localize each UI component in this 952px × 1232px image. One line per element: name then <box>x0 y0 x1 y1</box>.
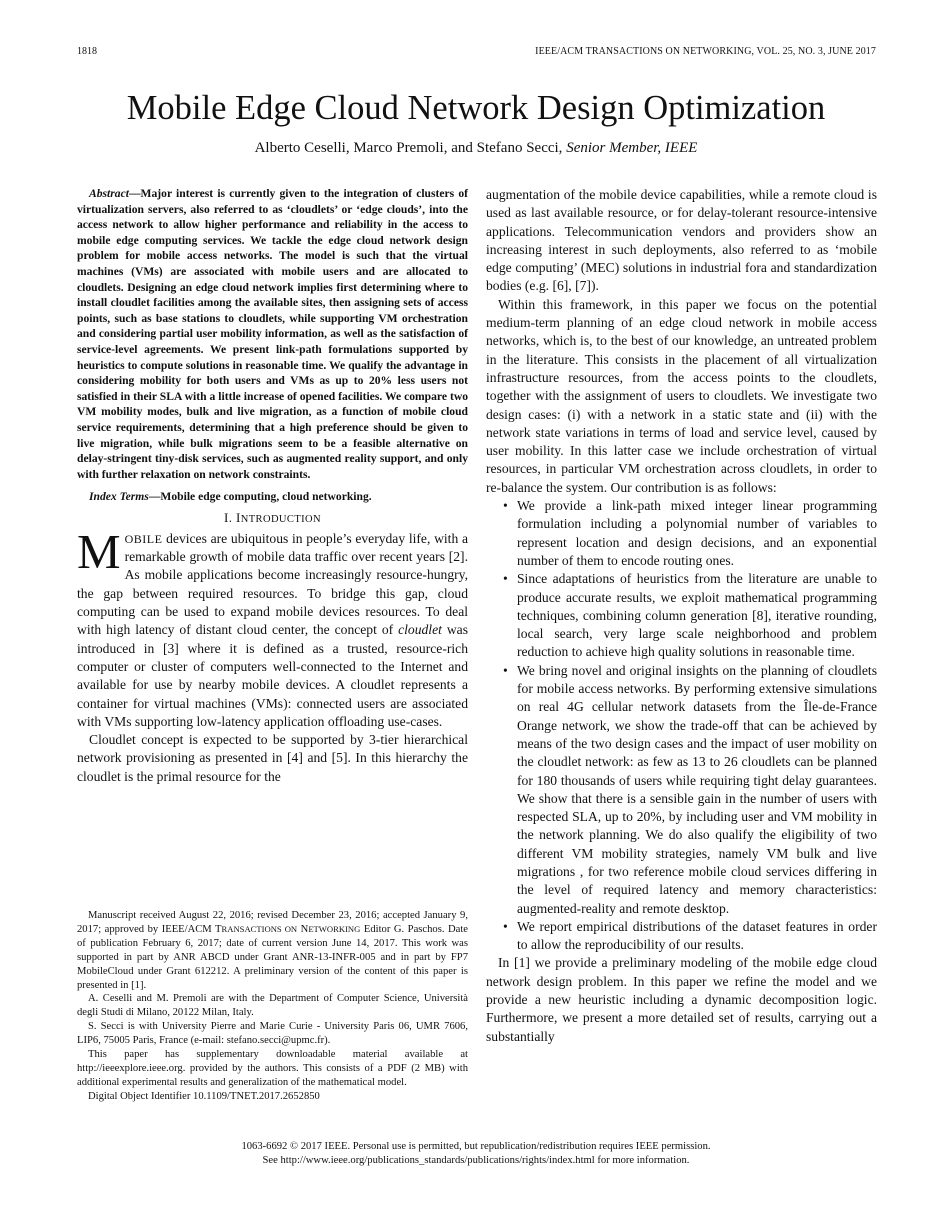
index-terms-lead: Index Terms <box>89 490 149 504</box>
bullet-icon: • <box>503 571 508 587</box>
journal-header: IEEE/ACM TRANSACTIONS ON NETWORKING, VOL. 25, NO. 3, JUNE 2017 <box>535 46 876 57</box>
bullet-icon: • <box>503 498 508 514</box>
intro-paragraph-1 <box>77 523 468 731</box>
list-item <box>486 918 877 955</box>
abstract: Abstract—Major interest is currently given to the integration of clusters of virtualization servers, also referred to as ‘cloudlets’ or ‘edge clouds’, into the access network to allow higher performance and reliability in the access to mobile edge computing services. We tackle the edge cloud network design problem for mobile access networks. The model is such that the virtual machines (VMs) are associated with mobile users and are allocated to cloudlets. Designing an edge cloud network implies first determining where to install cloudlet facilities among the available sites, then assigning sets of access points, such as base stations to cloudlets, while supporting VM orchestration and considering partial user mobility information, as well as the satisfaction of service-level agreements. We present link-path formulations supported by heuristics to compute solutions in reasonable time. We qualify the advantage in considering mobility for both users and VMs as up to 20% less users not satisfied in their SLA with a little increase of opened facilities. We compare two VM mobility modes, bulk and live migration, as a function of mobile cloud service requirements, determining that a high preference should be given to live migration, while bulk migrations seem to be a feasible alternative on delay-stringent tiny-disk services, such as augmented reality support, and only with further relaxation on network constraints. <box>77 187 468 481</box>
list-item <box>486 497 877 570</box>
footnote-smallcaps: RANSACTIONS ON <box>221 923 298 934</box>
dropcap-rest: OBILE <box>124 531 163 546</box>
section-title-rest: NTRODUCTION <box>240 513 321 525</box>
bullet-icon: • <box>503 662 508 678</box>
footnote-text: Editor G. Paschos. Date of publication February 6, 2017; date of current version June 14, 2017. This work was supported in part by ANR ABCD under Grant ANR-13-INFR-005 and in part by FP7 MobileCloud under Grant 612212. A preliminary version of the content of this paper is presented in [1]. <box>77 923 468 991</box>
footnotes <box>77 909 468 1104</box>
footnote-doi: Digital Object Identifier 10.1109/TNET.2017.2652850 <box>88 1090 320 1102</box>
index-terms: Index Terms—Mobile edge computing, cloud networking. <box>89 490 372 504</box>
copyright-footer <box>0 1140 952 1168</box>
rights-link-line: See http://www.ieee.org/publications_standards/publications/rights/index.html for more information. <box>262 1155 690 1166</box>
author-names: Alberto Ceselli, Marco Premoli, and Stefano Secci, <box>254 140 563 156</box>
author-role: Senior Member, IEEE <box>566 140 698 156</box>
list-item-text: Since adaptations of heuristics from the literature are unable to produce accurate results, we exploit mathematical programming techniques, combining column generation [8], iterative rounding, local search, very large scale neighborhood and problem reduction to achieve high quality solutions in reasonable time. <box>517 571 877 660</box>
list-item-text: We report empirical distributions of the dataset features in order to allow the reproducibility of our results. <box>517 918 877 953</box>
intro-p1-text: devices are ubiquitous in people’s everyday life, with a remarkable growth of mobile data traffic over recent years [2]. As mobile applications become increasingly resource-hungry, the gap between required resources. To bridge this gap, cloud computing can be used to expand mobile devices resources. To deal with high latency of distant cloud center, the concept of <box>77 530 468 638</box>
copyright-line: 1063-6692 © 2017 IEEE. Personal use is permitted, but republication/redistribution requires IEEE permission. <box>241 1141 711 1152</box>
list-item-text: We provide a link-path mixed integer linear programming formulation including a polynomial number of variables to represent location and design decisions, and an exponential number of them to encode routing ones. <box>517 498 877 568</box>
intro-p1-emphasis: cloudlet <box>398 622 442 638</box>
dropcap: M <box>77 523 121 579</box>
intro-paragraph-2: Cloudlet concept is expected to be supported by 3-tier hierarchical network provisioning as presented in [4] and [5]. In this hierarchy the cloudlet is the primal resource for the <box>77 732 468 784</box>
right-paragraph-1: Within this framework, in this paper we focus on the potential medium-term planning of an edge cloud network in mobile access networks, which is, to the best of our knowledge, an untreated problem in the literature. This consists in the placement of all virtualization infrastructure resources, from the access points to the cloudlets, together with the assignment of users to cloudlets. We investigate two design cases: (i) with a network in a static state and (ii) with the network state variations in terms of load and service level, caused by user mobility. In this latter case we include orchestration of virtual resources, in particular VM orchestration across cloudlets, in order to re-balance the system. Our contribution is as follows: <box>486 296 877 495</box>
footnote-smallcaps: ETWORKING <box>308 923 361 934</box>
paper-title: Mobile Edge Cloud Network Design Optimization <box>126 89 826 127</box>
footnote-text: N <box>297 923 309 935</box>
page-number: 1818 <box>77 46 97 57</box>
right-paragraph-0: augmentation of the mobile device capabilities, while a remote cloud is used as last available resource, or for delay-tolerant resource-intensive applications. Telecommunication vendors and providers show an increasing interest in such deployments, also referred to as ‘mobile edge computing’ (MEC) solutions in industrial fora and standardization bodies (e.g. [6], [7]). <box>486 187 877 294</box>
intro-p1-tail: was introduced in [3] where it is defined as a trusted, resource-rich computer or cluster of computers well-connected to the Internet and available for use by nearby mobile devices. A cloudlet represents a container for virtual machines (VMs): connected users are associated with VMs supporting low-latency application offloading use-cases. <box>77 622 468 729</box>
right-paragraph-2: In [1] we provide a preliminary modeling of the mobile edge cloud network design problem. In this paper we refine the model and we provide a new heuristic including a dynamic decomposition logic. Furthermore, we present a more detailed set of results, carrying out a substantially <box>486 955 877 1044</box>
left-column <box>77 186 468 786</box>
abstract-lead: Abstract <box>89 187 129 200</box>
abstract-text: Major interest is currently given to the integration of clusters of virtualization servers, also referred to as ‘cloudlets’ or ‘edge clouds’, into the access network to allow higher performance and reliability in the access to mobile edge computing services. We tackle the edge cloud network design problem for mobile access networks. The model is such that the virtual machines (VMs) are associated with mobile users and are allocated to cloudlets. Designing an edge cloud network implies first determining where to install cloudlet facilities among the available sites, then assigning sets of access points, such as base stations to cloudlets, while supporting VM orchestration and considering partial user mobility information, as well as the satisfaction of service-level agreements. We present link-path formulations supported by heuristics to compute solutions in reasonable time. We qualify the advantage in considering mobility for both users and VMs as up to 20% less users not satisfied in their SLA with a little increase of opened facilities. We compare two VM mobility modes, bulk and live migration, as a function of mobile cloud service requirements, determining that a high preference should be given to live migration, while bulk migrations seem to be a feasible alternative on delay-stringent tiny-disk services, such as augmented reality support, and only with further relaxation on network constraints. <box>77 187 468 481</box>
footnote-affiliation-2: S. Secci is with University Pierre and Marie Curie - University Paris 06, UMR 7606, LIP6, 75005 Paris, France (e-mail: stefano.secci@upmc.fr). <box>77 1021 468 1047</box>
footnote-affiliation-1: A. Ceselli and M. Premoli are with the Department of Computer Science, Università degli Studi di Milano, 20122 Milan, Italy. <box>77 993 468 1019</box>
list-item <box>486 662 877 918</box>
index-terms-text: Mobile edge computing, cloud networking. <box>160 490 372 504</box>
footnote-text: Manuscript received August 22, 2016; revised December 23, 2016; accepted January 9, 2017; approved by IEEE/ACM T <box>77 910 468 935</box>
author-line <box>0 139 952 157</box>
footnote-supplementary: This paper has supplementary downloadable material available at http://ieeexplore.ieee.org. provided by the authors. This consists of a PDF (2 MB) with additional experimental results and generalization of the mathematical model. <box>77 1049 468 1088</box>
footnote-manuscript <box>77 909 468 992</box>
bullet-icon: • <box>503 918 508 934</box>
section-initial: I <box>236 509 241 525</box>
list-item-text: We bring novel and original insights on the planning of cloudlets for mobile access networks. By performing extensive simulations on real 4G cellular network datasets from the Île-de-France Orange network, we show the trade-off that can be achieved by means of the two design cases and the impact of user mobility on the cloudlet network: as few as 13 to 26 cloudlets can be planned for 180 thousands of users while requiring tight delay guarantees. We show that there is a sensible gain in the number of users with respected SLA, up to 20%, by including user and VM mobility in the network planning. We do also qualify the eligibility of two different VM mobility strategies, namely VM bulk and live migrations , for two reference mobile cloud services differing in the level of required latency and memory characteristics: augmented-reality and remote desktop. <box>517 662 877 916</box>
right-column <box>486 186 877 1046</box>
contribution-list <box>486 497 877 954</box>
section-heading-introduction <box>77 509 468 529</box>
list-item <box>486 570 877 661</box>
section-numeral: I. <box>223 509 233 525</box>
